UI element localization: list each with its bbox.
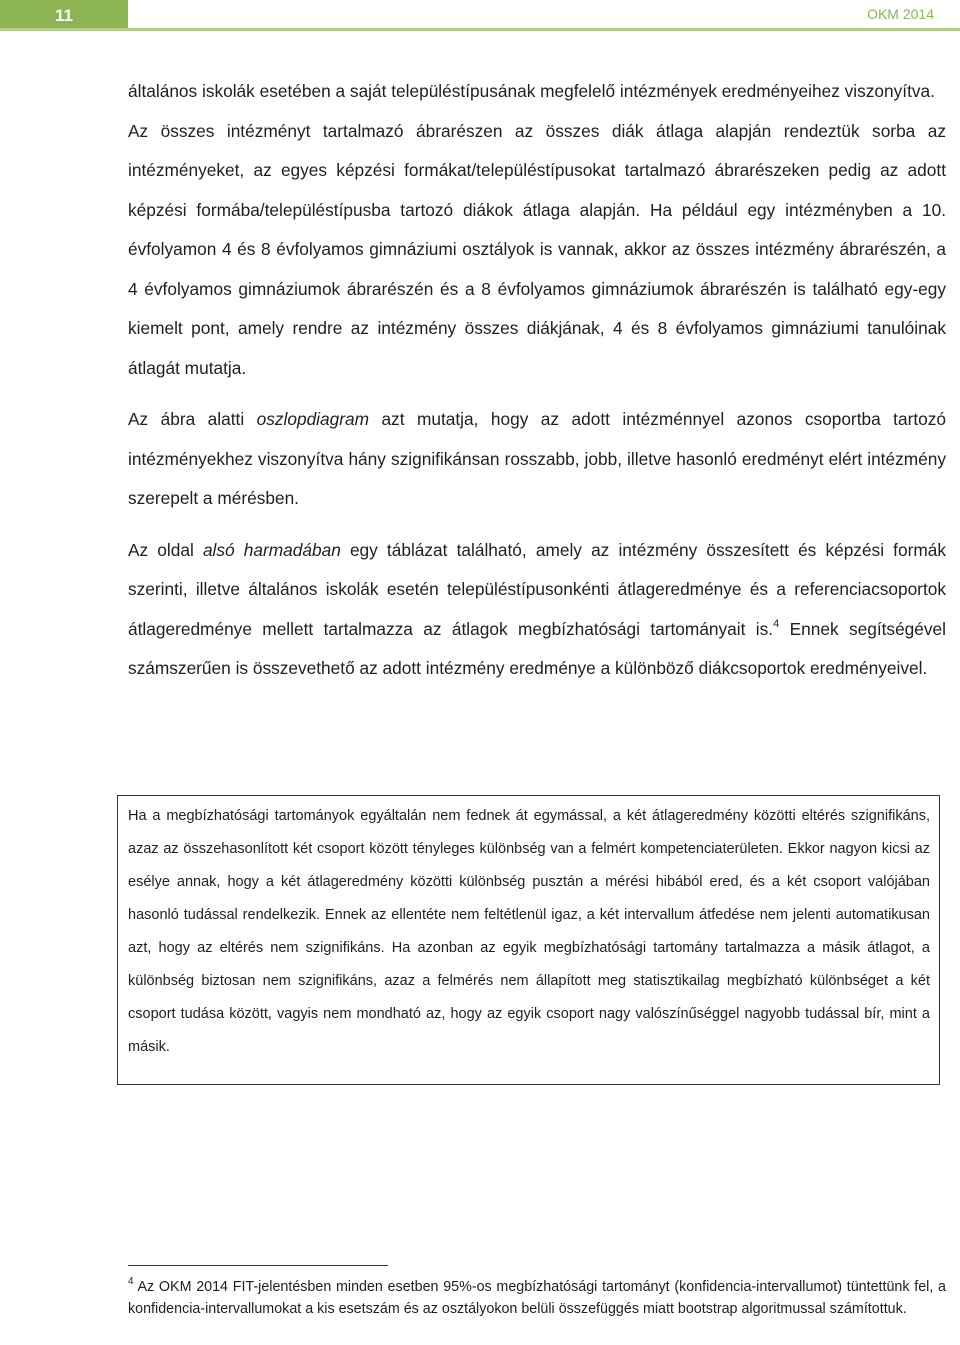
notice-box xyxy=(117,795,940,1085)
header-rule xyxy=(0,28,960,31)
main-text xyxy=(128,72,946,699)
paragraph-3 xyxy=(128,400,946,519)
paragraph-4-start: Az oldal xyxy=(128,539,203,560)
page-number: 11 xyxy=(0,0,128,31)
paragraph-4-emphasis: alsó harmadában xyxy=(202,539,341,560)
footnote-separator xyxy=(128,1265,388,1266)
paragraph-3-emphasis: oszlopdiagram xyxy=(256,409,369,429)
footnote xyxy=(128,1276,946,1320)
notice-text: Ha a megbízhatósági tartományok egyáltalán nem fednek át egymással, a két átlageredmény közötti eltérés szignifikáns, azaz az összehasonlított két csoport között tényleges különbség van a felmért kompetenciaterületen. Ekkor nagyon kicsi az esélye annak, hogy a két átlageredmény közötti különbség pusztán a mérési hibából ered, és a két csoport valójában hasonló tudással rendelkezik. Ennek az ellentéte nem feltétlenül igaz, a két intervallum átfedése nem jelenti automatikusan azt, hogy az eltérés nem szignifikáns. Ha azonban az egyik megbízhatósági tartomány tartalmazza a másik átlagot, a különbség biztosan nem szignifikáns, azaz a felmérés nem állapított meg statisztikailag megbízható különbséget a két csoport tudása között, vagyis nem mondható az, hogy az egyik csoport nagy valószínűséggel nagyobb tudással bír, mint a másik. xyxy=(128,808,930,1055)
paragraph-2: Az összes intézményt tartalmazó ábrarészen az összes diák átlaga alapján rendeztük sorba az intézményeket, az egyes képzési formákat/településtípusokat tartalmazó ábrarészeken pedig az adott képzési formába/településtípusba tartozó diákok átlaga alapján. Ha például egy intézményben a 10. évfolyamon 4 és 8 évfolyamos gimnáziumi osztályok is vannak, akkor az összes intézmény ábrarészén, a 4 évfolyamos gimnáziumok ábrarészén és a 8 évfolyamos gimnáziumok ábrarészén is található egy-egy kiemelt pont, amely rendre az intézmény összes diákjának, 4 és 8 évfolyamos gimnáziumi tanulóinak átlagát mutatja. xyxy=(128,120,946,378)
paragraph-4-middle: egy táblázat található, amely az intézmény összesített és képzési formák szerinti, illetve általános iskolák esetén településtípusonkénti átlageredménye és a referenciacsoportok átlageredménye mellett tartalmazza az átlagok megbízhatósági tartományait is. xyxy=(128,539,946,639)
footnote-marker: 4 xyxy=(128,1276,134,1287)
page-header xyxy=(0,0,960,32)
paragraph-3-end: azt mutatja, hogy az adott intézménnyel azonos csoportba tartozó intézményekhez viszonyítva hány szignifikánsan rosszabb, jobb, illetve hasonló eredményt elért intézmény szerepelt a mérésben. xyxy=(128,409,946,508)
paragraph-3-start: Az ábra alatti xyxy=(128,409,257,429)
header-label: OKM 2014 xyxy=(867,6,934,22)
paragraph-1: általános iskolák esetében a saját településtípusának megfelelő intézmények eredményeihez viszonyítva. xyxy=(128,81,935,101)
paragraph-4 xyxy=(128,531,946,689)
footnote-reference[interactable]: 4 xyxy=(773,617,780,630)
footnote-text: Az OKM 2014 FIT-jelentésben minden esetben 95%-os megbízhatósági tartományt (konfidencia-intervallumot) tüntettünk fel, a konfidencia-intervallumokat a kis esetszám és az osztályokon belüli összefüggés miatt bootstrap algoritmussal számítottuk. xyxy=(128,1279,946,1317)
paragraph-4-end: Ennek segítségével számszerűen is összevethető az adott intézmény eredménye a különböző diákcsoportok eredményeivel. xyxy=(128,618,946,678)
